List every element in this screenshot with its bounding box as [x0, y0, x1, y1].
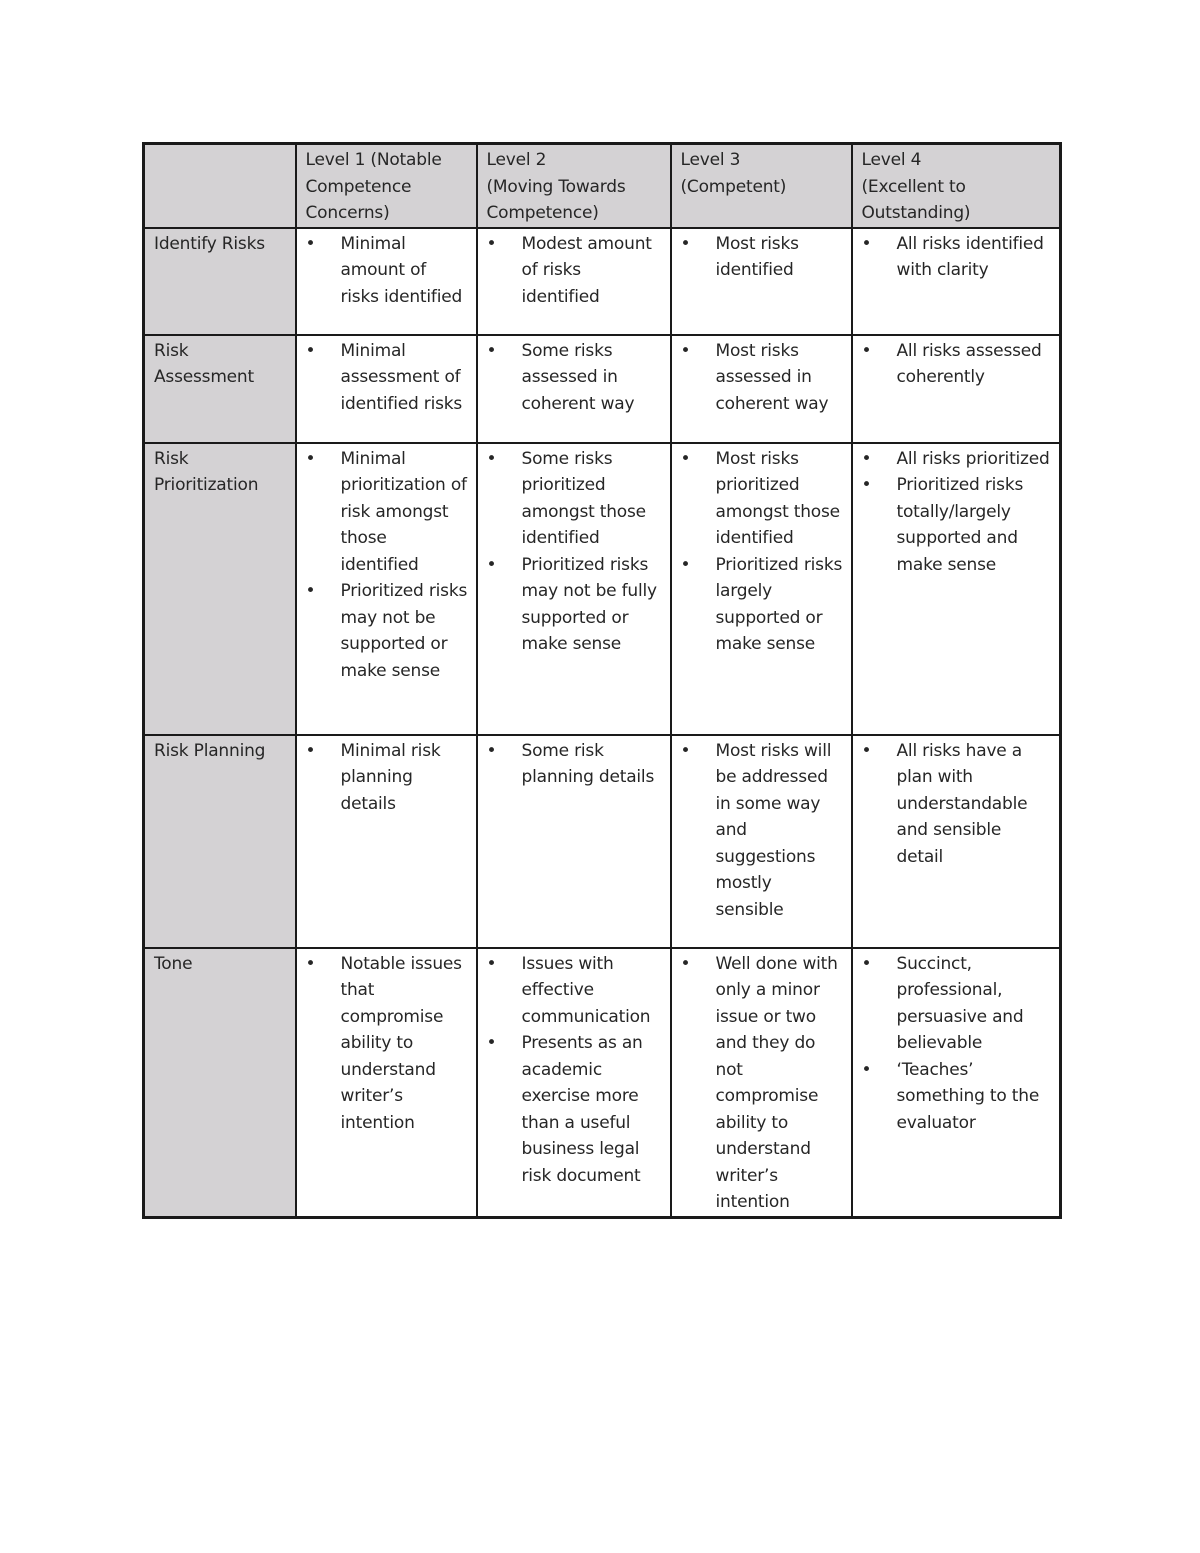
- bullet-list: [487, 738, 662, 791]
- criterion-cell: [144, 443, 296, 735]
- level-2-cell: [477, 335, 671, 443]
- header-level-3: [671, 144, 852, 228]
- level-3-cell: [671, 335, 852, 443]
- level-4-cell: [852, 735, 1061, 948]
- criterion-label: Identify Risks: [154, 233, 265, 254]
- bullet-item: • Minimal prioritization of risk amongst those identified: [306, 446, 468, 579]
- bullet-item: • All risks assessed coherently: [862, 338, 1052, 391]
- level-4-cell: [852, 948, 1061, 1218]
- bullet-list: [862, 738, 1052, 871]
- bullet-item: • Prioritized risks may not be fully supported or make sense: [487, 552, 662, 658]
- bullet-item: • Most risks will be addressed in some way and suggestions mostly sensible: [681, 738, 843, 924]
- criterion-cell: [144, 948, 296, 1218]
- level-1-cell: [296, 335, 477, 443]
- rubric-row-tone: [144, 948, 1061, 1218]
- level-1-cell: [296, 948, 477, 1218]
- header-corner-cell: [144, 144, 296, 228]
- level-3-cell: [671, 443, 852, 735]
- header-level-4: [852, 144, 1061, 228]
- header-level-1-line: Competence: [305, 176, 412, 197]
- level-3-cell: [671, 735, 852, 948]
- bullet-list: [487, 338, 662, 418]
- bullet-list: [681, 951, 843, 1216]
- header-level-2-line: Level 2: [486, 150, 547, 170]
- header-level-2-line: Competence): [486, 203, 599, 223]
- bullet-list: [306, 738, 468, 818]
- level-2-cell: [477, 948, 671, 1218]
- bullet-item: • Minimal amount of risks identified: [306, 231, 468, 311]
- bullet-item: • Most risks prioritized amongst those identified: [681, 446, 843, 552]
- rubric-row-risk-assessment: [144, 335, 1061, 443]
- level-2-cell: [477, 735, 671, 948]
- criterion-cell: [144, 735, 296, 948]
- bullet-list: [487, 446, 662, 658]
- bullet-list: [487, 231, 662, 311]
- bullet-list: [306, 951, 468, 1137]
- bullet-list: [487, 951, 662, 1190]
- criterion-cell: [144, 335, 296, 443]
- header-level-3-line: (Competent): [680, 176, 787, 197]
- bullet-item: • Minimal risk planning details: [306, 738, 468, 818]
- criterion-cell: [144, 228, 296, 335]
- bullet-list: [862, 231, 1052, 284]
- bullet-item: • Prioritized risks largely supported or make sense: [681, 552, 843, 658]
- bullet-item: • Prioritized risks may not be supported or make sense: [306, 578, 468, 684]
- rubric-row-risk-planning: [144, 735, 1061, 948]
- bullet-item: • Prioritized risks totally/largely supported and make sense: [862, 472, 1052, 578]
- level-1-cell: [296, 228, 477, 335]
- bullet-item: • Succinct, professional, persuasive and believable: [862, 951, 1052, 1057]
- level-4-cell: [852, 443, 1061, 735]
- bullet-list: [306, 231, 468, 311]
- bullet-list: [862, 446, 1052, 579]
- bullet-item: • Most risks assessed in coherent way: [681, 338, 843, 418]
- header-level-3-line: Level 3: [680, 150, 741, 170]
- criterion-label: Tone: [154, 953, 193, 974]
- bullet-item: • All risks identified with clarity: [862, 231, 1052, 284]
- bullet-list: [862, 338, 1052, 391]
- bullet-item: • All risks have a plan with understandable and sensible detail: [862, 738, 1052, 871]
- bullet-item: • Issues with effective communication: [487, 951, 662, 1031]
- bullet-item: • Most risks identified: [681, 231, 843, 284]
- level-4-cell: [852, 335, 1061, 443]
- header-level-4-line: (Excellent to: [861, 176, 966, 197]
- bullet-list: [681, 446, 843, 658]
- level-2-cell: [477, 228, 671, 335]
- header-level-4-line: Outstanding): [861, 203, 971, 223]
- bullet-list: [681, 231, 843, 284]
- level-2-cell: [477, 443, 671, 735]
- bullet-item: • Some risks assessed in coherent way: [487, 338, 662, 418]
- level-1-cell: [296, 735, 477, 948]
- bullet-item: • All risks prioritized: [862, 446, 1052, 473]
- bullet-item: • Some risks prioritized amongst those identified: [487, 446, 662, 552]
- bullet-item: • Minimal assessment of identified risks: [306, 338, 468, 418]
- bullet-item: • Presents as an academic exercise more than a useful business legal risk document: [487, 1030, 662, 1189]
- bullet-item: • Well done with only a minor issue or two and they do not compromise ability to understand writer’s intention: [681, 951, 843, 1216]
- level-3-cell: [671, 228, 852, 335]
- bullet-item: • Notable issues that compromise ability to understand writer’s intention: [306, 951, 468, 1137]
- rubric-table: [142, 142, 1062, 1219]
- header-level-2: [477, 144, 671, 228]
- criterion-label: Risk Assessment: [154, 340, 254, 387]
- bullet-item: • ‘Teaches’ something to the evaluator: [862, 1057, 1052, 1137]
- level-1-cell: [296, 443, 477, 735]
- bullet-list: [681, 738, 843, 924]
- header-level-4-line: Level 4: [861, 150, 922, 170]
- header-level-1-line: Concerns): [305, 203, 390, 223]
- bullet-list: [862, 951, 1052, 1137]
- header-level-2-line: (Moving Towards: [486, 176, 626, 197]
- bullet-list: [306, 446, 468, 685]
- criterion-label: Risk Planning: [154, 740, 266, 761]
- rubric-row-risk-prioritization: [144, 443, 1061, 735]
- level-3-cell: [671, 948, 852, 1218]
- bullet-item: • Some risk planning details: [487, 738, 662, 791]
- header-row: [144, 144, 1061, 228]
- bullet-list: [681, 338, 843, 418]
- header-level-1-line: Level 1 (Notable: [305, 150, 442, 170]
- bullet-list: [306, 338, 468, 418]
- level-4-cell: [852, 228, 1061, 335]
- header-level-1: [296, 144, 477, 228]
- bullet-item: • Modest amount of risks identified: [487, 231, 662, 311]
- criterion-label: Risk Prioritization: [154, 448, 259, 495]
- rubric-row-identify-risks: [144, 228, 1061, 335]
